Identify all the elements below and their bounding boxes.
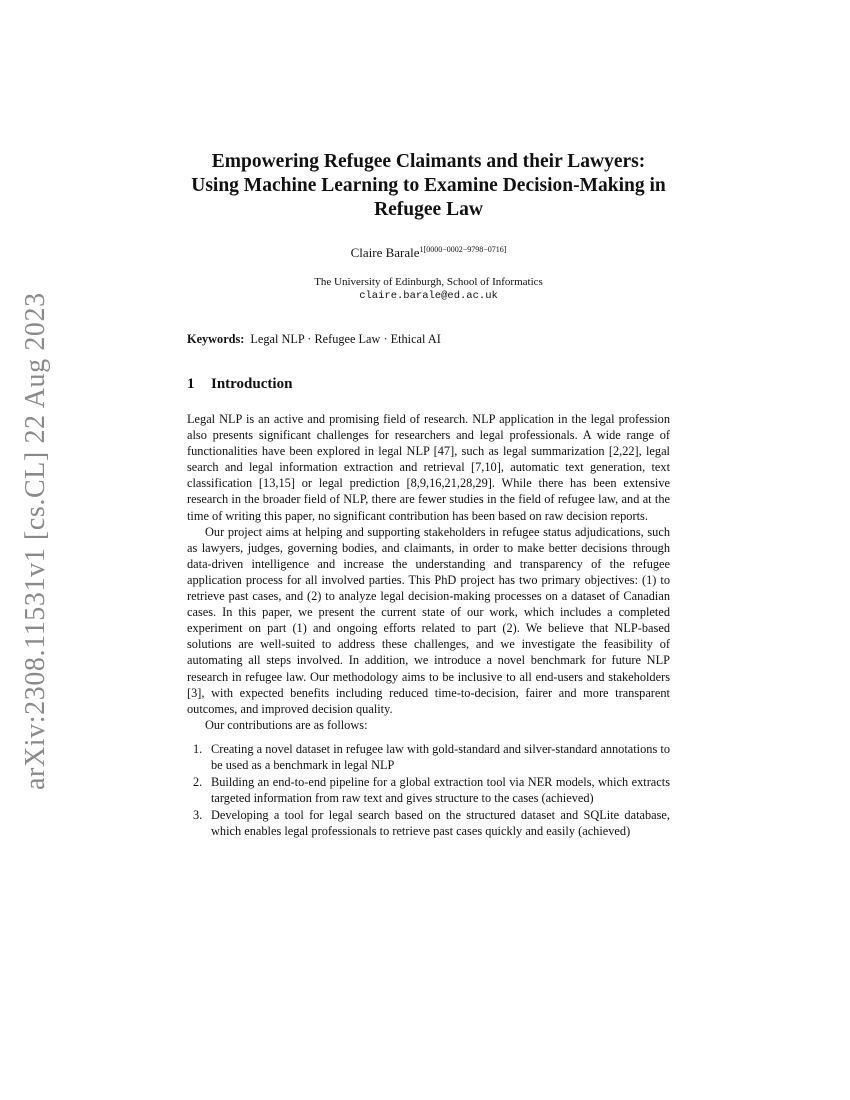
- section-heading: [187, 375, 670, 393]
- list-item: [187, 741, 670, 773]
- author-line: [187, 242, 670, 261]
- author-email: claire.barale@ed.ac.uk: [359, 290, 498, 302]
- section-number: 1: [187, 376, 195, 392]
- list-item-marker: 3.: [193, 808, 203, 823]
- contributions-list: [187, 741, 670, 840]
- list-item: [187, 807, 670, 839]
- keywords-line: [187, 331, 670, 347]
- arxiv-identifier-text: arXiv:2308.11531v1 [cs.CL] 22 Aug 2023: [20, 292, 51, 790]
- author-affiliation: The University of Edinburgh, School of Informatics: [314, 276, 543, 288]
- list-item-text: Creating a novel dataset in refugee law with gold-standard and silver-standard annotations to be used as a benchmark in legal NLP: [211, 741, 670, 772]
- keywords-label: Keywords:: [187, 332, 245, 346]
- list-item-text: Developing a tool for legal search based on the structured dataset and SQLite database, which enables legal professionals to retrieve past cases quickly and easily (achieved): [211, 808, 670, 839]
- section-body: [187, 411, 670, 839]
- arxiv-identifier-stamp: [18, 290, 54, 790]
- list-item: [187, 774, 670, 806]
- paragraph: Our project aims at helping and supporting stakeholders in refugee status adjudications, such as lawyers, judges, governing bodies, and claimants, in order to make better decisions through data-driven intelligence and increase the understanding and transparency of the refugee application process for all involved parties. This PhD project has two primary objectives: (1) to retrieve past cases, and (2) to analyze legal decision-making processes on a dataset of Canadian cases. In this paper, we present the current state of our work, which includes a completed experiment on part (1) and ongoing efforts related to part (2). We believe that NLP-based solutions are well-suited to address these challenges, and we investigate the feasibility of automating all steps involved. In addition, we introduce a novel benchmark for future NLP research in refugee law. Our methodology aims to be inclusive to all end-users and stakeholders [3], with expected benefits including reduced time-to-decision, fairer and more transparent outcomes, and improved decision quality.: [187, 524, 670, 716]
- paper-page: [187, 150, 670, 840]
- author-name: Claire Barale: [350, 245, 420, 260]
- section-title: Introduction: [211, 376, 293, 392]
- list-item-marker: 1.: [193, 741, 203, 756]
- list-item-marker: 2.: [193, 775, 203, 790]
- keywords-list: Legal NLP · Refugee Law · Ethical AI: [250, 332, 441, 346]
- paragraph: Our contributions are as follows:: [205, 717, 368, 732]
- author-orcid: 1[0000−0002−9798−0716]: [419, 245, 507, 254]
- list-item-text: Building an end-to-end pipeline for a global extraction tool via NER models, which extracts targeted information from raw text and gives structure to the cases (achieved): [211, 775, 670, 806]
- paragraph: Legal NLP is an active and promising field of research. NLP application in the legal profession also presents significant challenges for researchers and legal professionals. A wide range of functionalities have been explored in legal NLP [47], such as legal summarization [2,22], legal search and legal information extraction and retrieval [7,10], automatic text generation, text classification [13,15] or legal prediction [8,9,16,21,28,29]. While there has been extensive research in the broader field of NLP, there are fewer studies in the field of refugee law, and at the time of writing this paper, no significant contribution has been based on raw decision reports.: [187, 412, 670, 523]
- paper-title: Empowering Refugee Claimants and their Lawyers: Using Machine Learning to Examine Decision-Making in Refugee Law: [191, 151, 666, 220]
